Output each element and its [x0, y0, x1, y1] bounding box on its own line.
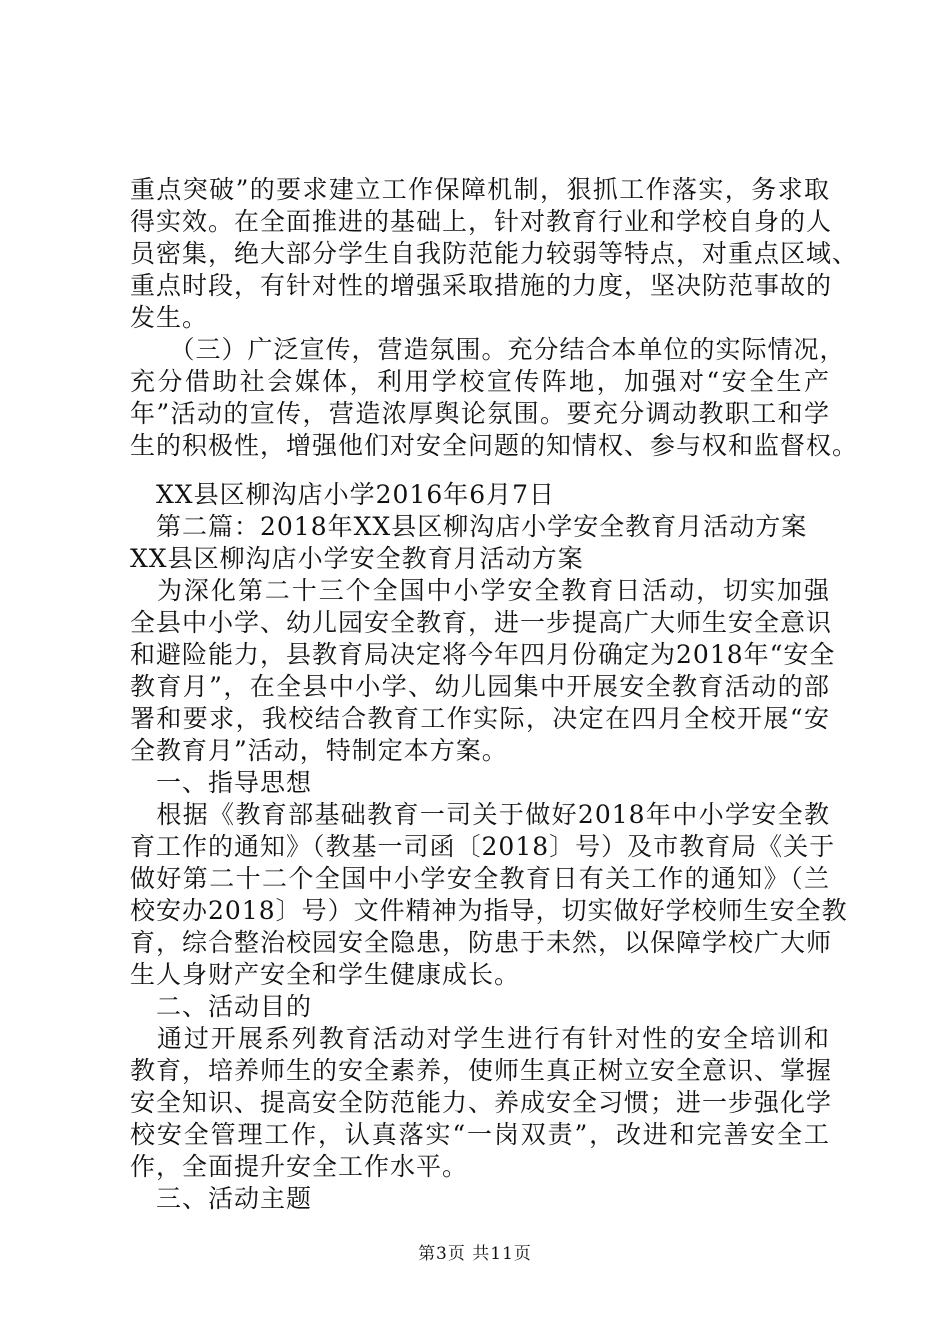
signature-date: XX县区柳沟店小学2016年6月7日	[130, 480, 556, 509]
section-title: 第二篇：2018年XX县区柳沟店小学安全教育月活动方案	[130, 512, 808, 541]
text-line: （三）广泛宣传，营造氛围。充分结合本单位的实际情况，	[130, 335, 846, 364]
text-line: 员密集，绝大部分学生自我防范能力较弱等特点，对重点区域、	[130, 239, 859, 268]
text-line: 重点时段，有针对性的增强采取措施的力度，坚决防范事故的	[130, 271, 833, 300]
text-line: 校安全管理工作，认真落实“一岗双责”，改进和完善安全工	[130, 1120, 830, 1149]
text-line: 作，全面提升安全工作水平。	[130, 1152, 469, 1181]
text-line: 发生。	[130, 303, 209, 332]
text-line: 安全知识、提高安全防范能力、养成安全习惯；进一步强化学	[130, 1088, 833, 1117]
text-line: 年”活动的宣传，营造浓厚舆论氛围。要充分调动教职工和学	[130, 399, 830, 428]
text-line: 校安办2018〕号）文件精神为指导，切实做好学校师生安全教	[130, 896, 848, 925]
text-line: 充分借助社会媒体，利用学校宣传阵地，加强对“安全生产	[130, 367, 830, 396]
text-line: 得实效。在全面推进的基础上，针对教育行业和学校自身的人	[130, 207, 833, 236]
text-line: 为深化第二十三个全国中小学安全教育日活动，切实加强	[130, 576, 830, 605]
text-line: 全县中小学、幼儿园安全教育，进一步提高广大师生安全意识	[130, 608, 833, 637]
text-line: 重点突破”的要求建立工作保障机制，狠抓工作落实，务求取	[130, 175, 830, 204]
text-line: 教育月”，在全县中小学、幼儿园集中开展安全教育活动的部	[130, 672, 830, 701]
heading: 三、活动主题	[130, 1184, 313, 1213]
text-line: 根据《教育部基础教育一司关于做好2018年中小学安全教	[130, 800, 830, 829]
heading: 一、指导思想	[130, 768, 313, 797]
text-line: 教育，培养师生的安全素养，使师生真正树立安全意识、掌握	[130, 1056, 833, 1085]
text-line: 育，综合整治校园安全隐患，防患于未然，以保障学校广大师	[130, 928, 833, 957]
text-line: 和避险能力，县教育局决定将今年四月份确定为2018年“安全	[130, 640, 836, 669]
text-line: 生人身财产安全和学生健康成长。	[130, 960, 521, 989]
page-footer: 第3页 共11页	[418, 1244, 532, 1264]
text-line: 署和要求，我校结合教育工作实际，决定在四月全校开展“安	[130, 704, 830, 733]
text-line: 育工作的通知》（教基一司函〔2018〕号）及市教育局《关于	[130, 832, 836, 861]
heading: 二、活动目的	[130, 992, 313, 1021]
text-line: 生的积极性，增强他们对安全问题的知情权、参与权和监督权。	[130, 431, 859, 460]
text-line: 全教育月”活动，特制定本方案。	[130, 736, 508, 765]
document-title: XX县区柳沟店小学安全教育月活动方案	[130, 544, 584, 573]
text-line: 做好第二十二个全国中小学安全教育日有关工作的通知》（兰	[130, 864, 830, 893]
text-line: 通过开展系列教育活动对学生进行有针对性的安全培训和	[130, 1024, 830, 1053]
